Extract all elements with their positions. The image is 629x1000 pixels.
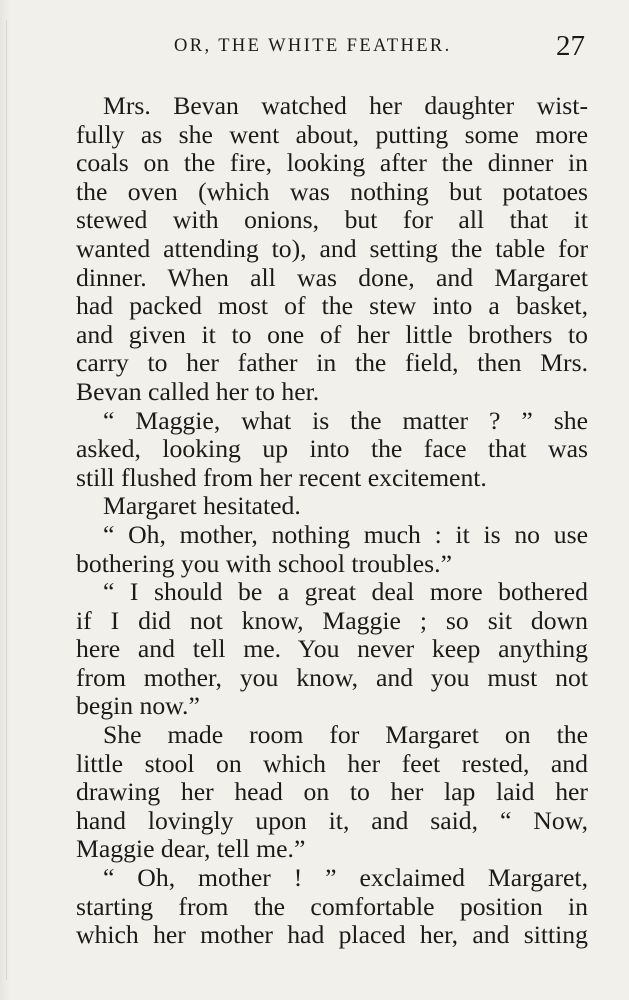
running-head: OR, THE WHITE FEATHER. xyxy=(174,36,452,56)
text-line: coals on the fire, looking after the dinner in xyxy=(76,149,588,178)
text-line: from mother, you know, and you must not xyxy=(76,663,588,692)
text-line: carry to her father in the field, then Mrs. xyxy=(76,349,588,378)
text-line: begin now.” xyxy=(76,692,200,721)
text-line: wanted attending to), and setting the table for xyxy=(76,234,588,263)
text-line: bothering you with school troubles.” xyxy=(76,549,452,578)
text-line: the oven (which was nothing but potatoes xyxy=(76,177,588,206)
page-number: 27 xyxy=(556,30,585,62)
text-line: still flushed from her recent excitement. xyxy=(76,463,487,492)
text-line: hand lovingly upon it, and said, “ Now, xyxy=(76,806,588,835)
text-line: starting from the comfortable position in xyxy=(76,892,588,921)
text-line: “ Oh, mother, nothing much : it is no use xyxy=(103,520,588,549)
text-line: drawing her head on to her lap laid her xyxy=(76,778,588,807)
text-line: She made room for Margaret on the xyxy=(103,721,588,750)
text-line: “ I should be a great deal more bothered xyxy=(103,578,588,607)
text-line: if I did not know, Maggie ; so sit down xyxy=(76,606,588,635)
text-line: Mrs. Bevan watched her daughter wist- xyxy=(103,92,588,120)
text-line: fully as she went about, putting some more xyxy=(76,120,588,149)
text-line: dinner. When all was done, and Margaret xyxy=(76,263,588,292)
text-line: “ Oh, mother ! ” exclaimed Margaret, xyxy=(103,864,588,893)
page-edge-rule xyxy=(6,20,7,980)
page-gutter-shadow xyxy=(0,0,10,1000)
body-text xyxy=(76,92,588,950)
text-line: Bevan called her to her. xyxy=(76,377,320,406)
text-line: “ Maggie, what is the matter ? ” she xyxy=(103,406,588,435)
text-line: Maggie dear, tell me.” xyxy=(76,835,306,864)
text-line: here and tell me. You never keep anything xyxy=(76,635,588,664)
text-line: had packed most of the stew into a basket, xyxy=(76,292,588,321)
text-line: stewed with onions, but for all that it xyxy=(76,206,588,235)
text-line: asked, looking up into the face that was xyxy=(76,435,588,464)
text-line: little stool on which her feet rested, and xyxy=(76,749,588,778)
text-line: which her mother had placed her, and sitting xyxy=(76,921,588,950)
text-line: and given it to one of her little brothers to xyxy=(76,320,588,349)
text-line: Margaret hesitated. xyxy=(103,492,301,521)
